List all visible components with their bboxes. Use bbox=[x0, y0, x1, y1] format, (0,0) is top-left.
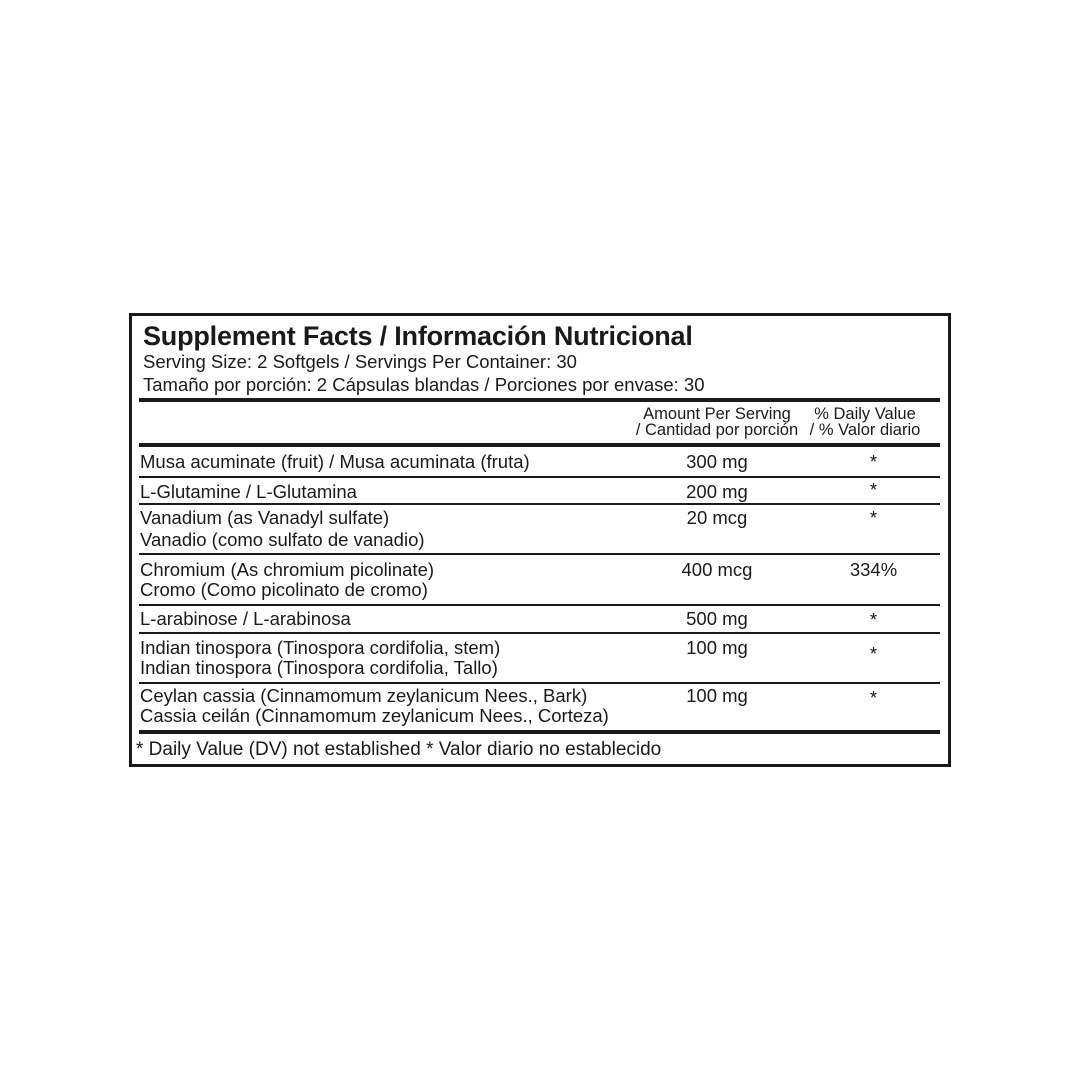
ingredient-name: Vanadium (as Vanadyl sulfate) bbox=[140, 507, 390, 528]
ingredient-amount: 20 mcg bbox=[686, 507, 748, 528]
ingredient-name: Chromium (As chromium picolinate) bbox=[140, 559, 435, 580]
ingredient-name: Musa acuminate (fruit) / Musa acuminata (fruta) bbox=[140, 451, 530, 472]
divider-rule bbox=[139, 398, 940, 402]
column-header-dv-line-2: / % Valor diario bbox=[809, 421, 921, 439]
row-divider bbox=[139, 682, 940, 684]
divider-rule bbox=[139, 443, 940, 447]
row-divider bbox=[139, 476, 940, 478]
column-header-amount-line-2: / Cantidad por porción bbox=[635, 421, 799, 439]
panel-title: Supplement Facts / Información Nutricional bbox=[143, 321, 693, 351]
column-header-daily-value bbox=[804, 406, 926, 438]
column-header-amount bbox=[606, 406, 828, 438]
ingredient-amount: 200 mg bbox=[686, 481, 748, 502]
ingredient-name-spanish: Cassia ceilán (Cinnamomum zeylanicum Nees., Corteza) bbox=[140, 705, 609, 726]
row-divider bbox=[139, 632, 940, 634]
ingredient-name-spanish: Indian tinospora (Tinospora cordifolia, Tallo) bbox=[140, 657, 498, 678]
ingredient-amount: 300 mg bbox=[686, 451, 748, 472]
ingredient-name: Indian tinospora (Tinospora cordifolia, stem) bbox=[140, 637, 501, 658]
ingredient-daily-value: 334% bbox=[849, 559, 898, 580]
serving-size-english: Serving Size: 2 Softgels / Servings Per Container: 30 bbox=[143, 351, 577, 372]
ingredient-name: L-arabinose / L-arabinosa bbox=[140, 608, 351, 629]
ingredient-name: L-Glutamine / L-Glutamina bbox=[140, 481, 357, 502]
supplement-facts-panel bbox=[129, 313, 951, 767]
ingredient-name: Ceylan cassia (Cinnamomum zeylanicum Nees., Bark) bbox=[140, 685, 588, 706]
ingredient-daily-value: * bbox=[869, 507, 878, 528]
ingredient-daily-value: * bbox=[869, 479, 878, 500]
ingredient-name-spanish: Vanadio (como sulfato de vanadio) bbox=[140, 529, 425, 550]
row-divider bbox=[139, 553, 940, 555]
row-divider bbox=[139, 604, 940, 606]
ingredient-daily-value: * bbox=[869, 609, 878, 630]
column-header-amount-line-1: Amount Per Serving bbox=[643, 405, 791, 423]
column-header-dv-line-1: % Daily Value bbox=[814, 405, 916, 423]
divider-rule bbox=[139, 730, 940, 734]
ingredient-daily-value: * bbox=[869, 687, 878, 708]
ingredient-daily-value: * bbox=[869, 643, 878, 664]
ingredient-name-spanish: Cromo (Como picolinato de cromo) bbox=[140, 579, 428, 600]
ingredient-amount: 100 mg bbox=[686, 637, 748, 658]
ingredient-amount: 400 mcg bbox=[681, 559, 753, 580]
daily-value-footnote: * Daily Value (DV) not established * Valor diario no establecido bbox=[136, 739, 662, 760]
serving-size-spanish: Tamaño por porción: 2 Cápsulas blandas / Porciones por envase: 30 bbox=[143, 374, 705, 395]
ingredient-daily-value: * bbox=[869, 451, 878, 472]
ingredient-amount: 100 mg bbox=[686, 685, 748, 706]
ingredient-amount: 500 mg bbox=[686, 608, 748, 629]
row-divider bbox=[139, 503, 940, 505]
